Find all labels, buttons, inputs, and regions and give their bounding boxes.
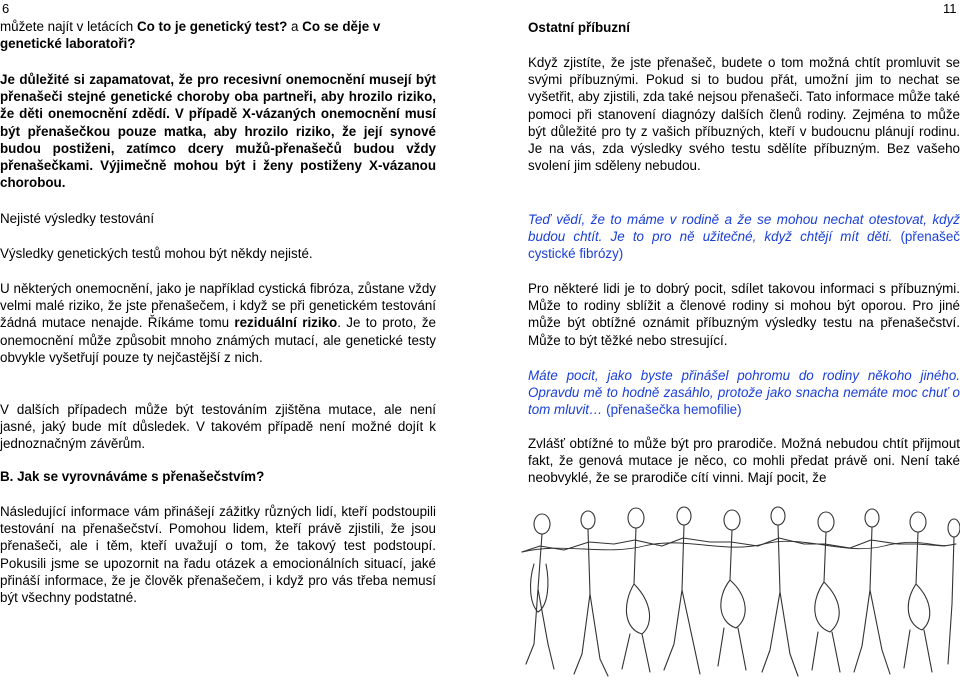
intro-paragraph [0, 18, 436, 52]
quote-hemophilia-attribution: (přenašečka hemofilie) [602, 402, 742, 418]
figure-8 [850, 509, 898, 674]
figure-1 [522, 514, 564, 669]
uncertain-results-heading: Nejisté výsledky testování [0, 211, 155, 226]
intro-link-lab: Co se děje v genetické laboratoři? [0, 19, 381, 52]
recessive-paragraph: Je důležité si zapamatovat, že pro recesivní onemocnění musejí být přenašeči stejné genetické choroby oba partneři, aby hrozilo riziko, že děti onemocnění zdědí. V případě X-vázaných onemocnění musí být přenašečkou pouze matka, aby hrozilo riziko, že její synové budou postiženi, zatímco dcery mužů-přenašečů budou vždy přenašečkami. Výjimečně mohou být i ženy postiženy X-vázanou chorobou. [0, 72, 436, 191]
intro-text-1: můžete najít v letácích [0, 19, 137, 34]
figure-7 [804, 512, 850, 672]
residual-risk-term: reziduální riziko [234, 315, 338, 331]
uncertain-paragraph-2 [0, 280, 436, 366]
page-number-left: 6 [2, 1, 10, 16]
figure-5 [710, 510, 758, 670]
dancing-figures-illustration [504, 494, 960, 681]
figure-6 [758, 507, 804, 676]
section-b-paragraph: Následující informace vám přinášejí zážitky různých lidí, kteří podstoupili testování na přenašečství. Pomohou lidem, kteří právě zjistili, že jsou přenašeči, ale i těm, kteří uvažují o tom, že takový test podstoupí. Pokusili jsme se upozornit na řadu otázek a emocionálních situací, jaké přináší informace, že je člověk přenašečem, i když pro vás třeba nemusí být všechny podstatné. [0, 504, 436, 606]
figure-10 [944, 519, 960, 664]
intro-link-genetic-test: Co to je genetický test? [136, 19, 288, 34]
uncertain-p2-text-a: U některých onemocnění, jako je například cystická fibróza, zůstane vždy velmi malé riziko, že jste přenašečem, i když se při genetickém testování žádná mutace nenajde. Říkáme tomu [0, 281, 436, 331]
relatives-paragraph-2: Pro některé lidi je to dobrý pocit, sdílet takovou informaci s příbuznými. Může to rodiny sblížit a členové rodiny si mohou být oporou. Pro jiné může být obtížné oznámit příbuzným výsledky testu na přenašečství. Může to být těžké nebo stresující. [528, 281, 960, 348]
quote-cf-carrier [528, 211, 960, 263]
intro-text-2: a [287, 19, 303, 34]
figure-9 [898, 512, 944, 672]
relatives-paragraph-3: Zvlášť obtížné to může být pro prarodiče. Možná nebudou chtít přijmout fakt, že genová mutace je něco, co mohli předat právě oni. Není také neobvyklé, že se prarodiče cítí vinni. Mají pocit, že [528, 436, 960, 486]
uncertain-p2-text-b: . Je to proto, že onemocnění může způsobit mnoho známých mutací, ale genetické testy obvykle vyšetřují pouze ty nejčastější z nich. [0, 315, 437, 365]
section-b-heading: B. Jak se vyrovnáváme s přenašečstvím? [0, 469, 265, 484]
figure-2 [564, 511, 614, 676]
page-number-right: 11 [943, 1, 957, 16]
figure-3 [614, 508, 662, 672]
figure-4 [662, 507, 710, 674]
uncertain-paragraph-3: V dalších případech může být testováním zjištěna mutace, ale není jasné, jaký bude mít důsledek. V takovém případě není možné dojít k jednoznačným závěrům. [0, 402, 436, 452]
quote-hemophilia-carrier [528, 367, 960, 419]
relatives-paragraph-1: Když zjistíte, že jste přenašeč, budete o tom možná chtít promluvit se svými příbuznými. Pokud si to budou přát, umožní jim to nechat se vyšetřit, aby zjistili, zda také nejsou přenašeči. Tato informace může také pomoci při stanovení diagnózy dalších členů rodiny. Zejména to může být důležité pro ty z vašich příbuzných, kteří v budoucnu plánují rodinu. Je na vás, zda výsledky svého testu sdělíte příbuzným. Bez vašeho svolení jim sděleny nebudou. [528, 55, 960, 174]
uncertain-paragraph-1: Výsledky genetických testů mohou být někdy nejisté. [0, 246, 313, 261]
quote-cf-text: Teď vědí, že to máme v rodině a že se mohou nechat otestovat, když budou chtít. Je to pro ně užitečné, když chtějí mít děti. [528, 212, 960, 245]
quote-cf-attribution: (přenašeč cystické fibrózy) [528, 229, 960, 262]
other-relatives-heading: Ostatní příbuzní [528, 20, 630, 35]
quote-hemophilia-text: Máte pocit, jako byste přinášel pohromu do rodiny někoho jiného. Opravdu mě to hodně zasáhlo, protože jako snacha nemáte moc chuť o tom mluvit… [528, 368, 960, 418]
